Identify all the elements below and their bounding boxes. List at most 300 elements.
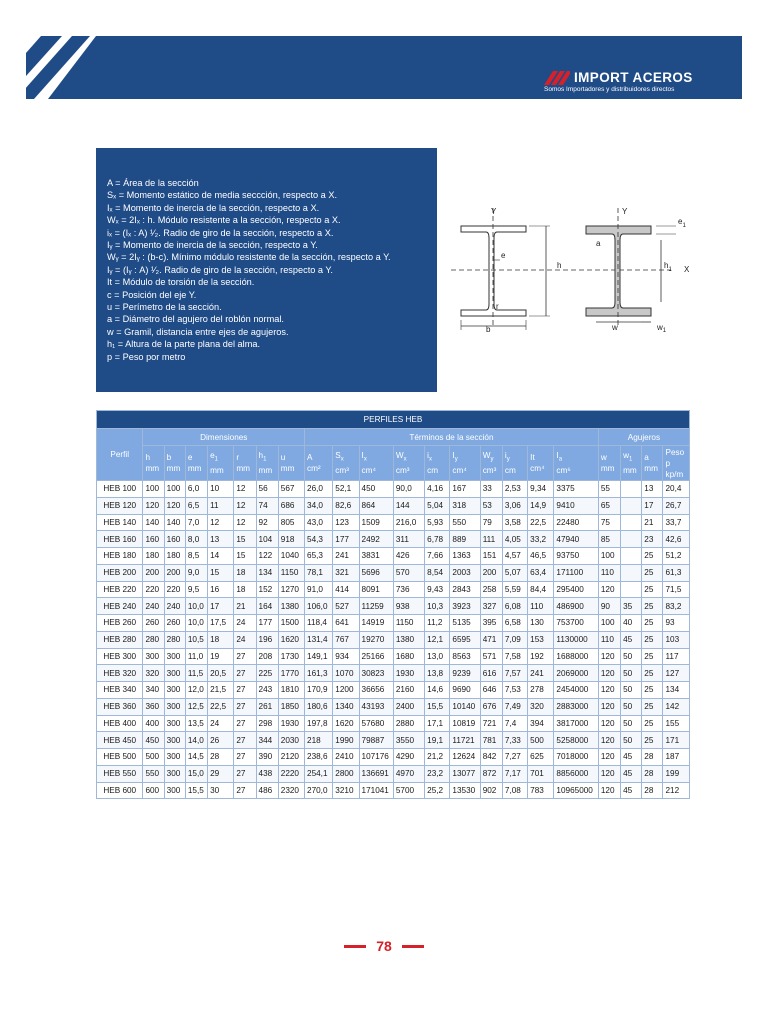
value-cell: 9,43 — [425, 581, 450, 598]
value-cell: 320 — [143, 665, 164, 682]
value-cell: 11 — [208, 497, 234, 514]
value-cell: 15 — [208, 564, 234, 581]
page-number: 78 — [376, 938, 392, 954]
value-cell: 220 — [164, 581, 185, 598]
value-cell: 28 — [642, 765, 663, 782]
column-header: $W_y$ cm³ — [480, 446, 502, 481]
value-cell: 527 — [333, 598, 359, 615]
value-cell: 12 — [208, 514, 234, 531]
table-row — [97, 564, 690, 581]
value-cell: 18 — [208, 631, 234, 648]
value-cell: 414 — [333, 581, 359, 598]
profile-name-cell: HEB 120 — [97, 497, 143, 514]
value-cell: 52,1 — [333, 481, 359, 498]
value-cell: 1130000 — [554, 631, 598, 648]
value-cell: 12 — [234, 497, 256, 514]
value-cell: 17,5 — [208, 615, 234, 632]
value-cell: 550 — [450, 514, 480, 531]
value-cell: 93750 — [554, 548, 598, 565]
value-cell: 28 — [208, 749, 234, 766]
value-cell: 570 — [393, 564, 424, 581]
value-cell: 26 — [208, 732, 234, 749]
value-cell: 1200 — [333, 682, 359, 699]
value-cell: 238,6 — [305, 749, 333, 766]
value-cell: 11,2 — [425, 615, 450, 632]
value-cell: 92 — [256, 514, 278, 531]
value-cell: 646 — [480, 682, 502, 699]
value-cell: 260 — [143, 615, 164, 632]
value-cell: 864 — [359, 497, 393, 514]
value-cell: 11259 — [359, 598, 393, 615]
value-cell: 3831 — [359, 548, 393, 565]
value-cell: 1770 — [278, 665, 304, 682]
value-cell: 8,5 — [185, 548, 207, 565]
table-row — [97, 682, 690, 699]
group-agujeros: Agujeros — [598, 429, 689, 446]
value-cell: 27 — [234, 665, 256, 682]
value-cell: 25 — [642, 732, 663, 749]
value-cell: 100 — [143, 481, 164, 498]
value-cell: 1380 — [393, 631, 424, 648]
value-cell: 35 — [621, 598, 642, 615]
value-cell: 27 — [234, 782, 256, 799]
value-cell: 15,5 — [425, 698, 450, 715]
value-cell: 160 — [164, 531, 185, 548]
value-cell: 15 — [234, 548, 256, 565]
value-cell: 2220 — [278, 765, 304, 782]
value-cell: 1150 — [278, 564, 304, 581]
table-row — [97, 581, 690, 598]
profile-name-cell: HEB 320 — [97, 665, 143, 682]
value-cell: 144 — [393, 497, 424, 514]
profile-name-cell: HEB 340 — [97, 682, 143, 699]
value-cell: 33,2 — [528, 531, 554, 548]
symbol-legend — [96, 148, 437, 392]
value-cell: 736 — [393, 581, 424, 598]
value-cell: 50 — [621, 665, 642, 682]
value-cell: 1850 — [278, 698, 304, 715]
value-cell: 33 — [480, 481, 502, 498]
value-cell: 171041 — [359, 782, 393, 799]
value-cell: 79 — [480, 514, 502, 531]
table-row — [97, 782, 690, 799]
value-cell: 426 — [393, 548, 424, 565]
profile-name-cell: HEB 450 — [97, 732, 143, 749]
value-cell: 22,5 — [208, 698, 234, 715]
value-cell: 53 — [480, 497, 502, 514]
value-cell: 120 — [598, 665, 620, 682]
value-cell: 25 — [642, 665, 663, 682]
column-header: $W_x$ cm³ — [393, 446, 424, 481]
value-cell: 17 — [642, 497, 663, 514]
value-cell: 51,2 — [663, 548, 690, 565]
value-cell: 12 — [234, 514, 256, 531]
footer-rule-left — [344, 945, 366, 948]
value-cell: 14919 — [359, 615, 393, 632]
value-cell: 2,53 — [502, 481, 527, 498]
value-cell: 686 — [278, 497, 304, 514]
value-cell: 300 — [164, 732, 185, 749]
value-cell: 110 — [598, 564, 620, 581]
value-cell: 9,0 — [185, 564, 207, 581]
value-cell: 2410 — [333, 749, 359, 766]
value-cell: 25 — [642, 564, 663, 581]
value-cell: 134 — [663, 682, 690, 699]
value-cell: 110 — [528, 598, 554, 615]
value-cell: 28 — [642, 749, 663, 766]
value-cell: 79887 — [359, 732, 393, 749]
value-cell: 10 — [208, 481, 234, 498]
value-cell: 902 — [480, 782, 502, 799]
value-cell: 5,07 — [502, 564, 527, 581]
value-cell: 25166 — [359, 648, 393, 665]
value-cell: 10819 — [450, 715, 480, 732]
value-cell: 153 — [528, 631, 554, 648]
value-cell: 889 — [450, 531, 480, 548]
value-cell: 90 — [598, 598, 620, 615]
value-cell: 1509 — [359, 514, 393, 531]
value-cell: 241 — [528, 665, 554, 682]
value-cell: 298 — [256, 715, 278, 732]
value-cell: 180 — [143, 548, 164, 565]
value-cell: 300 — [143, 648, 164, 665]
value-cell: 25 — [642, 631, 663, 648]
value-cell: 8091 — [359, 581, 393, 598]
value-cell: 5,04 — [425, 497, 450, 514]
value-cell: 616 — [480, 665, 502, 682]
value-cell: 7,57 — [502, 665, 527, 682]
value-cell: 571 — [480, 648, 502, 665]
value-cell: 1680 — [393, 648, 424, 665]
value-cell: 13,0 — [425, 648, 450, 665]
value-cell: 7,58 — [502, 648, 527, 665]
legend-line: u = Perímetro de la sección. — [107, 302, 222, 313]
value-cell: 65,3 — [305, 548, 333, 565]
value-cell: 40 — [621, 615, 642, 632]
value-cell: 19270 — [359, 631, 393, 648]
right-e1-label: $e_1$ — [678, 217, 686, 229]
value-cell: 2030 — [278, 732, 304, 749]
value-cell: 1730 — [278, 648, 304, 665]
value-cell: 7,4 — [502, 715, 527, 732]
value-cell: 120 — [598, 581, 620, 598]
column-header: It cm⁴ — [528, 446, 554, 481]
value-cell: 127 — [663, 665, 690, 682]
value-cell: 107176 — [359, 749, 393, 766]
value-cell: 280 — [143, 631, 164, 648]
value-cell: 10965000 — [554, 782, 598, 799]
value-cell: 9239 — [450, 665, 480, 682]
value-cell: 200 — [164, 564, 185, 581]
value-cell: 7018000 — [554, 749, 598, 766]
value-cell: 311 — [393, 531, 424, 548]
value-cell — [621, 514, 642, 531]
value-cell: 117 — [663, 648, 690, 665]
value-cell: 24 — [234, 631, 256, 648]
value-cell: 340 — [143, 682, 164, 699]
value-cell: 4,05 — [502, 531, 527, 548]
profile-name-cell: HEB 280 — [97, 631, 143, 648]
value-cell: 1688000 — [554, 648, 598, 665]
value-cell: 120 — [598, 782, 620, 799]
value-cell: 2400 — [393, 698, 424, 715]
value-cell: 43,0 — [305, 514, 333, 531]
value-cell: 20,5 — [208, 665, 234, 682]
perfil-header: Perfil — [97, 429, 143, 481]
value-cell: 3,06 — [502, 497, 527, 514]
value-cell: 300 — [164, 665, 185, 682]
value-cell: 4290 — [393, 749, 424, 766]
value-cell: 4,57 — [502, 548, 527, 565]
value-cell: 1363 — [450, 548, 480, 565]
legend-line: iₓ = (Iₓ : A) ¹⁄₂. Radio de giro de la sección, respecto a X. — [107, 227, 334, 238]
value-cell: 6,0 — [185, 481, 207, 498]
value-cell: 1070 — [333, 665, 359, 682]
brand-name: IMPORT ACEROS — [574, 70, 693, 85]
value-cell: 27 — [234, 749, 256, 766]
value-cell: 270,0 — [305, 782, 333, 799]
value-cell: 701 — [528, 765, 554, 782]
legend-line: Wᵧ = 2Iᵧ : (b-c). Mínimo módulo resistente de la sección, respecto a Y. — [107, 252, 391, 263]
table-row — [97, 598, 690, 615]
value-cell: 83,2 — [663, 598, 690, 615]
value-cell: 61,3 — [663, 564, 690, 581]
value-cell: 1500 — [278, 615, 304, 632]
legend-line: a = Diámetro del agujero del roblón normal. — [107, 314, 284, 325]
value-cell: 24 — [208, 715, 234, 732]
value-cell: 625 — [528, 749, 554, 766]
value-cell: 11721 — [450, 732, 480, 749]
value-cell: 152 — [256, 581, 278, 598]
value-cell: 220 — [143, 581, 164, 598]
value-cell: 149,1 — [305, 648, 333, 665]
value-cell: 136691 — [359, 765, 393, 782]
value-cell: 180,6 — [305, 698, 333, 715]
value-cell: 30 — [208, 782, 234, 799]
value-cell: 5258000 — [554, 732, 598, 749]
value-cell: 486900 — [554, 598, 598, 615]
value-cell: 45 — [621, 765, 642, 782]
column-header: $I_a$ cm⁶ — [554, 446, 598, 481]
value-cell: 100 — [598, 615, 620, 632]
value-cell: 300 — [164, 682, 185, 699]
value-cell: 240 — [143, 598, 164, 615]
table-row — [97, 531, 690, 548]
value-cell: 17,1 — [425, 715, 450, 732]
value-cell: 2120 — [278, 749, 304, 766]
right-y-label: Y — [622, 207, 628, 216]
left-e-label: e — [501, 251, 506, 260]
value-cell: 10140 — [450, 698, 480, 715]
value-cell: 120 — [598, 732, 620, 749]
value-cell: 300 — [164, 715, 185, 732]
value-cell: 12,1 — [425, 631, 450, 648]
legend-line: Sₓ = Momento estático de media seccción, respecto a X. — [107, 190, 338, 201]
left-r-label: r — [496, 302, 499, 311]
column-header: $I_y$ cm⁴ — [450, 446, 480, 481]
column-header: r mm — [234, 446, 256, 481]
value-cell: 450 — [143, 732, 164, 749]
value-cell: 721 — [480, 715, 502, 732]
value-cell: 140 — [143, 514, 164, 531]
heb-profiles-table — [96, 410, 690, 799]
value-cell: 25 — [642, 598, 663, 615]
value-cell: 50 — [621, 682, 642, 699]
brand-block — [544, 70, 744, 93]
value-cell: 161,3 — [305, 665, 333, 682]
value-cell: 187 — [663, 749, 690, 766]
value-cell: 8856000 — [554, 765, 598, 782]
value-cell: 90,0 — [393, 481, 424, 498]
value-cell: 9690 — [450, 682, 480, 699]
value-cell: 50 — [621, 648, 642, 665]
value-cell: 34,0 — [305, 497, 333, 514]
value-cell: 120 — [598, 765, 620, 782]
value-cell: 27 — [234, 715, 256, 732]
value-cell: 43193 — [359, 698, 393, 715]
value-cell: 120 — [143, 497, 164, 514]
value-cell: 29 — [208, 765, 234, 782]
value-cell: 641 — [333, 615, 359, 632]
value-cell: 8,0 — [185, 531, 207, 548]
value-cell: 26,7 — [663, 497, 690, 514]
value-cell: 19,1 — [425, 732, 450, 749]
value-cell: 8563 — [450, 648, 480, 665]
value-cell: 254,1 — [305, 765, 333, 782]
profile-name-cell: HEB 500 — [97, 749, 143, 766]
table-row — [97, 698, 690, 715]
value-cell: 36656 — [359, 682, 393, 699]
left-beam-outline — [461, 226, 526, 316]
value-cell: 500 — [143, 749, 164, 766]
value-cell: 3923 — [450, 598, 480, 615]
value-cell: 9,5 — [185, 581, 207, 598]
value-cell: 1340 — [333, 698, 359, 715]
value-cell: 918 — [278, 531, 304, 548]
value-cell: 4,16 — [425, 481, 450, 498]
value-cell: 1930 — [278, 715, 304, 732]
value-cell: 5696 — [359, 564, 393, 581]
legend-line: Iᵧ = Momento de inercia de la sección, respecto a Y. — [107, 240, 318, 251]
column-header: b mm — [164, 446, 185, 481]
legend-line: c = Posición del eje Y. — [107, 289, 197, 300]
right-w-label: w — [612, 323, 618, 332]
value-cell: 21 — [234, 598, 256, 615]
value-cell: 4970 — [393, 765, 424, 782]
value-cell: 3210 — [333, 782, 359, 799]
value-cell: 1040 — [278, 548, 304, 565]
value-cell: 46,5 — [528, 548, 554, 565]
value-cell: 15 — [234, 531, 256, 548]
value-cell: 2883000 — [554, 698, 598, 715]
right-a-label: a — [596, 239, 601, 248]
brand-tagline: Somos Importadores y distribuidores directos — [544, 86, 675, 93]
right-x-label: X — [684, 265, 690, 274]
value-cell: 160 — [143, 531, 164, 548]
value-cell: 805 — [278, 514, 304, 531]
value-cell: 63,4 — [528, 564, 554, 581]
value-cell: 12,5 — [185, 698, 207, 715]
value-cell: 278 — [528, 682, 554, 699]
value-cell: 676 — [480, 698, 502, 715]
value-cell: 14,9 — [528, 497, 554, 514]
value-cell: 872 — [480, 765, 502, 782]
value-cell: 120 — [598, 749, 620, 766]
legend-line: Wₓ = 2Iₓ : h. Módulo resistente a la sección, respecto a X. — [107, 215, 341, 226]
legend-line: Iᵧ = (Iᵧ : A) ¹⁄₂. Radio de giro de la sección, respecto a Y. — [107, 264, 333, 275]
value-cell: 394 — [528, 715, 554, 732]
value-cell: 15,5 — [185, 782, 207, 799]
value-cell — [621, 581, 642, 598]
value-cell: 197,8 — [305, 715, 333, 732]
value-cell: 27 — [234, 765, 256, 782]
value-cell: 192 — [528, 648, 554, 665]
value-cell: 120 — [598, 715, 620, 732]
value-cell: 25 — [642, 548, 663, 565]
table-row — [97, 514, 690, 531]
value-cell: 9410 — [554, 497, 598, 514]
value-cell: 11,0 — [185, 648, 207, 665]
value-cell: 50 — [621, 698, 642, 715]
value-cell: 13530 — [450, 782, 480, 799]
value-cell: 55 — [598, 481, 620, 498]
value-cell: 7,09 — [502, 631, 527, 648]
value-cell: 10,5 — [185, 631, 207, 648]
value-cell: 12624 — [450, 749, 480, 766]
value-cell: 260 — [164, 615, 185, 632]
value-cell: 22,5 — [528, 514, 554, 531]
value-cell: 7,08 — [502, 782, 527, 799]
profile-name-cell: HEB 400 — [97, 715, 143, 732]
left-b-label: b — [486, 325, 491, 334]
group-terminos: Términos de la sección — [305, 429, 599, 446]
value-cell: 7,53 — [502, 682, 527, 699]
value-cell: 13,5 — [185, 715, 207, 732]
value-cell: 753700 — [554, 615, 598, 632]
value-cell: 151 — [480, 548, 502, 565]
value-cell: 10,0 — [185, 615, 207, 632]
value-cell: 25 — [642, 615, 663, 632]
column-header: $S_x$ cm³ — [333, 446, 359, 481]
value-cell: 130 — [528, 615, 554, 632]
value-cell: 3817000 — [554, 715, 598, 732]
profile-name-cell: HEB 300 — [97, 648, 143, 665]
value-cell: 142 — [663, 698, 690, 715]
value-cell: 3550 — [393, 732, 424, 749]
table-row — [97, 665, 690, 682]
profile-name-cell: HEB 180 — [97, 548, 143, 565]
value-cell: 167 — [450, 481, 480, 498]
value-cell: 25 — [642, 581, 663, 598]
value-cell: 3375 — [554, 481, 598, 498]
table-row — [97, 548, 690, 565]
column-header: e mm — [185, 446, 207, 481]
value-cell — [621, 564, 642, 581]
value-cell: 471 — [480, 631, 502, 648]
value-cell: 15,0 — [185, 765, 207, 782]
value-cell: 25 — [642, 698, 663, 715]
value-cell: 5,59 — [502, 581, 527, 598]
value-cell: 26,0 — [305, 481, 333, 498]
table-row — [97, 497, 690, 514]
value-cell: 2800 — [333, 765, 359, 782]
value-cell: 14,6 — [425, 682, 450, 699]
value-cell: 50 — [621, 732, 642, 749]
column-header: a mm — [642, 446, 663, 481]
value-cell: 212 — [663, 782, 690, 799]
value-cell: 6,78 — [425, 531, 450, 548]
value-cell: 216,0 — [393, 514, 424, 531]
